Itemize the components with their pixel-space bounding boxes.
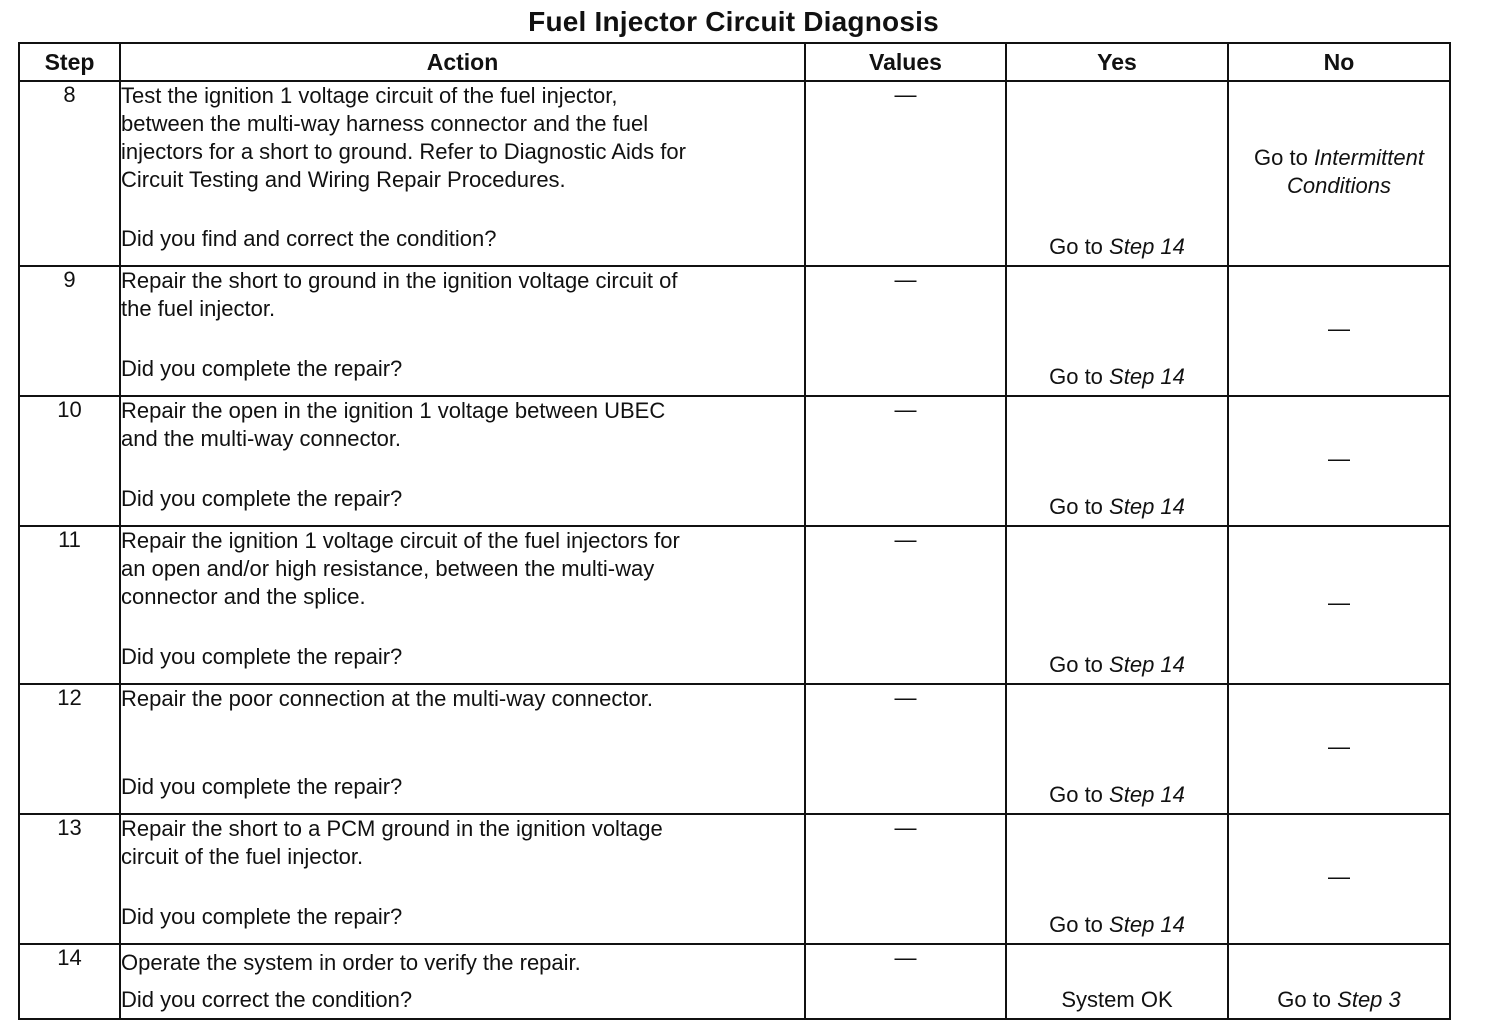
step-link: Step 14 bbox=[1109, 234, 1185, 259]
action-question: Did you complete the repair? bbox=[121, 356, 403, 381]
action-line: an open and/or high resistance, between the multi-way bbox=[121, 556, 655, 581]
page-title: Fuel Injector Circuit Diagnosis bbox=[528, 6, 939, 37]
table-row bbox=[19, 396, 1450, 526]
action-cell bbox=[120, 944, 805, 1019]
no-action: Go to Intermittent Conditions bbox=[1254, 144, 1424, 198]
step-link: Step 3 bbox=[1337, 987, 1401, 1012]
step-number: 8 bbox=[19, 81, 120, 266]
step-link: Step 14 bbox=[1109, 652, 1185, 677]
step-link: Step 14 bbox=[1109, 782, 1185, 807]
values-cell bbox=[805, 944, 1006, 1019]
values-dash: — bbox=[894, 267, 917, 292]
action-line: Repair the open in the ignition 1 voltage between UBEC bbox=[121, 398, 666, 423]
values-dash: — bbox=[894, 685, 917, 710]
no-dash: — bbox=[1328, 446, 1350, 471]
action-line: injectors for a short to ground. Refer to Diagnostic Aids for bbox=[121, 139, 686, 164]
action-question: Did you complete the repair? bbox=[121, 644, 403, 669]
step-number: 12 bbox=[19, 684, 120, 814]
values-cell bbox=[805, 396, 1006, 526]
step-link: Step 14 bbox=[1109, 364, 1185, 389]
table-row bbox=[19, 266, 1450, 396]
table-row bbox=[19, 944, 1450, 1019]
no-cell bbox=[1228, 396, 1450, 526]
action-line: connector and the splice. bbox=[121, 584, 366, 609]
yes-cell bbox=[1006, 814, 1228, 944]
action-line: Test the ignition 1 voltage circuit of the fuel injector, bbox=[121, 83, 618, 108]
no-cell bbox=[1228, 944, 1450, 1019]
values-cell bbox=[805, 266, 1006, 396]
no-dash: — bbox=[1328, 864, 1350, 889]
yes-cell bbox=[1006, 396, 1228, 526]
step-link: Step 14 bbox=[1109, 494, 1185, 519]
action-line: Repair the poor connection at the multi-way connector. bbox=[121, 686, 653, 711]
action-line: Repair the short to a PCM ground in the ignition voltage bbox=[121, 816, 663, 841]
values-cell bbox=[805, 526, 1006, 684]
action-question: Did you correct the condition? bbox=[121, 987, 413, 1012]
yes-action: Go to Step 14 bbox=[1049, 912, 1185, 937]
values-cell bbox=[805, 814, 1006, 944]
no-dash: — bbox=[1328, 734, 1350, 759]
table-row bbox=[19, 814, 1450, 944]
action-text bbox=[121, 397, 804, 453]
action-cell bbox=[120, 684, 805, 814]
values-cell bbox=[805, 684, 1006, 814]
action-cell bbox=[120, 81, 805, 266]
action-question: Did you find and correct the condition? bbox=[121, 226, 497, 251]
yes-cell bbox=[1006, 81, 1228, 266]
action-text bbox=[121, 815, 804, 871]
column-header-values: Values bbox=[805, 43, 1006, 81]
action-text bbox=[121, 685, 804, 713]
yes-action: Go to Step 14 bbox=[1049, 234, 1185, 259]
no-cell bbox=[1228, 814, 1450, 944]
action-cell bbox=[120, 396, 805, 526]
table-row bbox=[19, 81, 1450, 266]
action-question: Did you complete the repair? bbox=[121, 774, 403, 799]
intermittent-conditions-link-cont: Conditions bbox=[1287, 172, 1391, 198]
action-question: Did you complete the repair? bbox=[121, 904, 403, 929]
values-dash: — bbox=[894, 82, 917, 107]
table-row bbox=[19, 684, 1450, 814]
action-text bbox=[121, 949, 804, 977]
yes-cell bbox=[1006, 684, 1228, 814]
yes-action: System OK bbox=[1061, 987, 1173, 1012]
action-line: between the multi-way harness connector and the fuel bbox=[121, 111, 649, 136]
no-dash: — bbox=[1328, 316, 1350, 341]
no-cell bbox=[1228, 684, 1450, 814]
action-line: Circuit Testing and Wiring Repair Procedures. bbox=[121, 167, 566, 192]
action-line: Operate the system in order to verify the repair. bbox=[121, 950, 581, 975]
action-cell bbox=[120, 814, 805, 944]
values-cell bbox=[805, 81, 1006, 266]
no-cell bbox=[1228, 266, 1450, 396]
values-dash: — bbox=[894, 945, 917, 970]
values-dash: — bbox=[894, 527, 917, 552]
action-line: the fuel injector. bbox=[121, 296, 276, 321]
action-question: Did you complete the repair? bbox=[121, 486, 403, 511]
action-cell bbox=[120, 526, 805, 684]
action-line: circuit of the fuel injector. bbox=[121, 844, 364, 869]
yes-action: Go to Step 14 bbox=[1049, 494, 1185, 519]
yes-action: Go to Step 14 bbox=[1049, 364, 1185, 389]
column-header-yes: Yes bbox=[1006, 43, 1228, 81]
no-action: Go to Step 3 bbox=[1277, 987, 1401, 1012]
yes-cell bbox=[1006, 266, 1228, 396]
no-dash: — bbox=[1328, 590, 1350, 615]
yes-action: Go to Step 14 bbox=[1049, 782, 1185, 807]
step-number: 9 bbox=[19, 266, 120, 396]
column-header-action: Action bbox=[120, 43, 805, 81]
column-header-no: No bbox=[1228, 43, 1450, 81]
no-cell bbox=[1228, 81, 1450, 266]
values-dash: — bbox=[894, 815, 917, 840]
column-header-step: Step bbox=[19, 43, 120, 81]
yes-cell bbox=[1006, 526, 1228, 684]
table-header-row bbox=[19, 43, 1450, 81]
action-text bbox=[121, 527, 804, 611]
diagnosis-table bbox=[18, 42, 1451, 1020]
action-line: and the multi-way connector. bbox=[121, 426, 402, 451]
table-row bbox=[19, 526, 1450, 684]
intermittent-conditions-link: Intermittent bbox=[1313, 144, 1424, 170]
values-dash: — bbox=[894, 397, 917, 422]
yes-action: Go to Step 14 bbox=[1049, 652, 1185, 677]
yes-cell bbox=[1006, 944, 1228, 1019]
action-text bbox=[121, 267, 804, 323]
step-link: Step 14 bbox=[1109, 912, 1185, 937]
step-number: 11 bbox=[19, 526, 120, 684]
action-line: Repair the short to ground in the ignition voltage circuit of bbox=[121, 268, 678, 293]
action-cell bbox=[120, 266, 805, 396]
step-number: 10 bbox=[19, 396, 120, 526]
step-number: 14 bbox=[19, 944, 120, 1019]
action-text bbox=[121, 82, 804, 194]
action-line: Repair the ignition 1 voltage circuit of the fuel injectors for bbox=[121, 528, 680, 553]
no-cell bbox=[1228, 526, 1450, 684]
step-number: 13 bbox=[19, 814, 120, 944]
